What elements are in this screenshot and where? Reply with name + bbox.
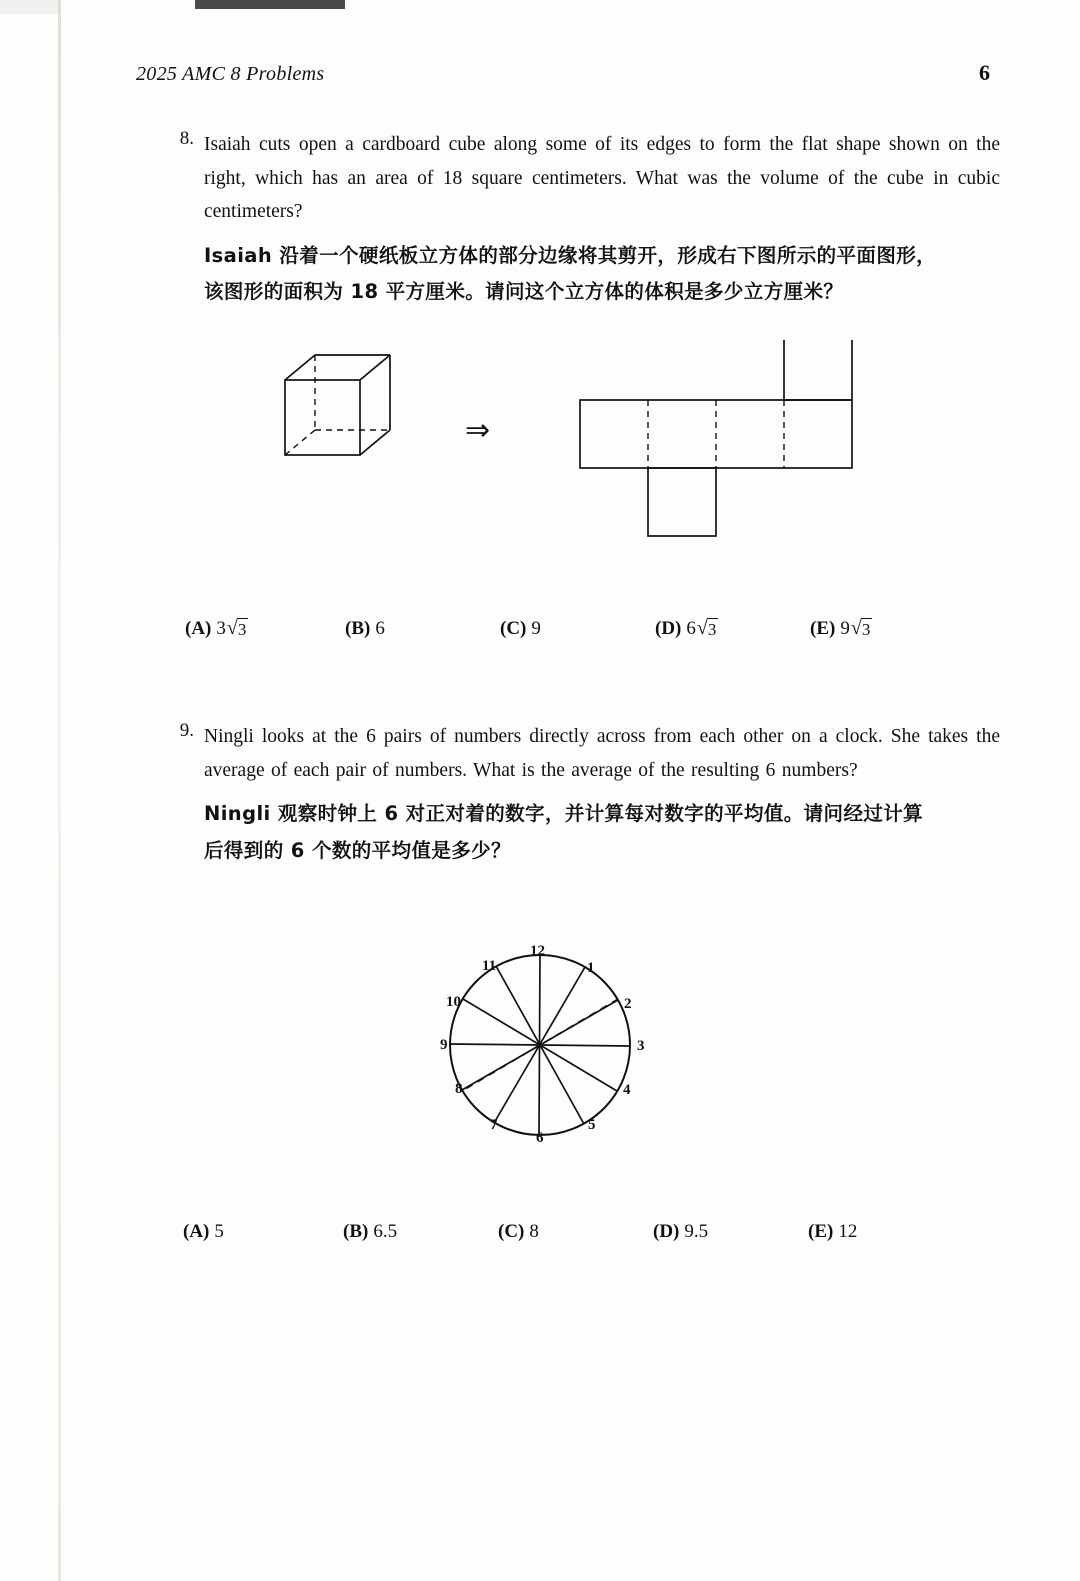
choice-c-8-label: (C) bbox=[500, 618, 527, 639]
clock-label-10: 10 bbox=[446, 994, 461, 1010]
arrow-glyph: ⇒ bbox=[465, 414, 491, 447]
clock-label-1: 1 bbox=[587, 960, 595, 976]
choice-d-9-value: 9.5 bbox=[684, 1221, 709, 1242]
choice-b-9-value: 6.5 bbox=[373, 1221, 398, 1242]
choice-b-9[interactable] bbox=[343, 1221, 498, 1243]
clock-label-9: 9 bbox=[440, 1037, 448, 1053]
header-title: 2025 AMC 8 Problems bbox=[136, 63, 325, 85]
choice-d-8[interactable] bbox=[655, 618, 810, 640]
choice-e-9-label: (E) bbox=[808, 1221, 834, 1242]
scan-artifact-corner bbox=[0, 0, 60, 14]
choice-a-8-label: (A) bbox=[185, 618, 212, 639]
clock-label-5: 5 bbox=[588, 1117, 596, 1133]
choice-d-8-sqrt: √ 3 bbox=[696, 617, 717, 639]
scan-artifact-left-edge bbox=[58, 0, 61, 1581]
choice-b-9-label: (B) bbox=[343, 1221, 369, 1242]
clock-label-2: 2 bbox=[624, 996, 632, 1012]
choice-c-8-value: 9 bbox=[531, 618, 541, 639]
clock-label-3: 3 bbox=[637, 1038, 645, 1054]
choice-e-8[interactable] bbox=[810, 618, 872, 640]
problem-8-number: 8. bbox=[179, 128, 194, 149]
problem-9-figure bbox=[420, 925, 660, 1165]
choice-a-9-value: 5 bbox=[214, 1221, 224, 1242]
problem-9-chinese-line2: 后得到的 6 个数的平均值是多少？ bbox=[204, 838, 511, 862]
problem-8-choices bbox=[185, 618, 915, 640]
problem-9-number: 9. bbox=[179, 720, 194, 741]
choice-e-8-label: (E) bbox=[810, 618, 836, 639]
scan-artifact-bar bbox=[195, 0, 345, 9]
clock-label-4: 4 bbox=[623, 1082, 631, 1098]
choice-e-8-sqrt: √ 3 bbox=[850, 617, 871, 639]
choice-d-9-label: (D) bbox=[653, 1221, 680, 1242]
page-header bbox=[136, 60, 990, 86]
choice-e-9-value: 12 bbox=[838, 1221, 858, 1242]
problem-8-chinese-line1: Isaiah 沿着一个硬纸板立方体的部分边缘将其剪开，形成右下图所示的平面图形， bbox=[204, 243, 937, 267]
clock-label-7: 7 bbox=[490, 1117, 498, 1133]
problem-8-figure bbox=[250, 340, 890, 580]
choice-a-8[interactable] bbox=[185, 618, 345, 640]
choice-b-8-label: (B) bbox=[345, 618, 371, 639]
choice-c-9-value: 8 bbox=[529, 1221, 539, 1242]
page-number: 6 bbox=[979, 60, 990, 85]
problem-9-english: Ningli looks at the 6 pairs of numbers directly across from each other on a clock. She takes the average of each pair of numbers. What is the average of the resulting 6 numbers? bbox=[204, 726, 1000, 781]
choice-a-8-value: 3 bbox=[216, 618, 226, 639]
choice-a-9[interactable] bbox=[183, 1221, 343, 1243]
choice-d-9[interactable] bbox=[653, 1221, 808, 1243]
problem-8-chinese-line2: 该图形的面积为 18 平方厘米。请问这个立方体的体积是多少立方厘米？ bbox=[204, 280, 844, 304]
choice-b-8[interactable] bbox=[345, 618, 500, 640]
choice-d-8-value: 6 bbox=[686, 618, 696, 639]
choice-e-8-value: 9 bbox=[840, 618, 850, 639]
choice-c-9[interactable] bbox=[498, 1221, 653, 1243]
clock-label-12: 12 bbox=[530, 943, 545, 959]
choice-a-8-sqrt: √ 3 bbox=[226, 617, 247, 639]
choice-a-9-label: (A) bbox=[183, 1221, 210, 1242]
choice-b-8-value: 6 bbox=[375, 618, 385, 639]
choice-c-9-label: (C) bbox=[498, 1221, 525, 1242]
problem-9-choices bbox=[183, 1221, 903, 1243]
problem-9-chinese-line1: Ningli 观察时钟上 6 对正对着的数字，并计算每对数字的平均值。请问经过计算 bbox=[204, 802, 924, 826]
clock-svg bbox=[420, 925, 660, 1165]
cube-net-svg bbox=[250, 340, 890, 580]
choice-e-9[interactable] bbox=[808, 1221, 857, 1243]
choice-c-8[interactable] bbox=[500, 618, 655, 640]
problem-8-english: Isaiah cuts open a cardboard cube along some of its edges to form the flat shape shown on the right, which has an area of 18 square centimeters. What was the volume of the cube in cubic centimeters? bbox=[204, 134, 1000, 223]
problem-9 bbox=[160, 720, 1000, 868]
clock-label-6: 6 bbox=[536, 1130, 544, 1146]
clock-label-11: 11 bbox=[482, 958, 497, 974]
problem-8 bbox=[160, 128, 1000, 310]
clock-label-8: 8 bbox=[455, 1081, 463, 1097]
choice-d-8-label: (D) bbox=[655, 618, 682, 639]
